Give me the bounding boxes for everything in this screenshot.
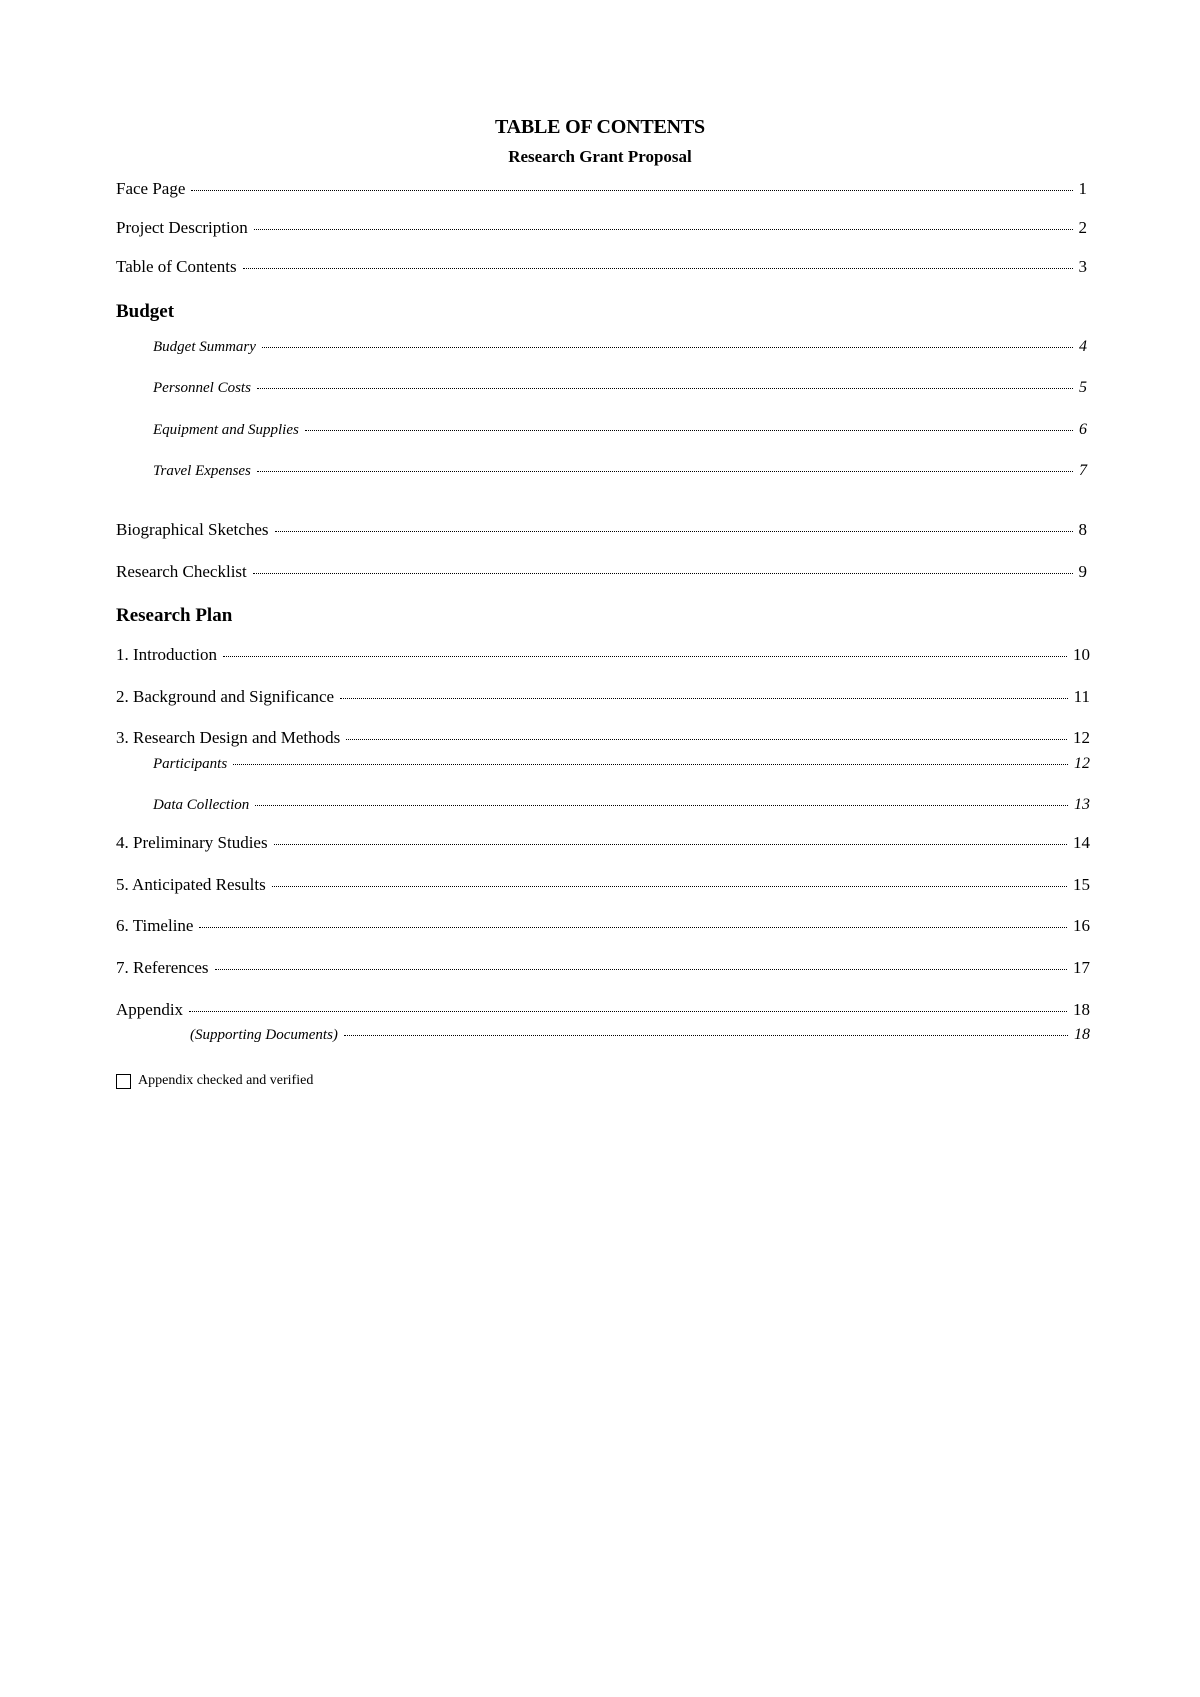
dot-leader xyxy=(344,1035,1068,1036)
toc-page-number: 9 xyxy=(1078,562,1087,581)
toc-page-number: 1 xyxy=(1078,179,1087,198)
toc-page-number: 8 xyxy=(1078,520,1087,539)
toc-entry-supporting-documents[interactable] xyxy=(190,1024,1090,1046)
toc-entry-background-and-significance[interactable] xyxy=(116,686,1090,708)
dot-leader xyxy=(305,430,1073,431)
appendix-verified-checkbox-row[interactable] xyxy=(116,1072,313,1090)
page-subtitle: Research Grant Proposal xyxy=(508,147,692,166)
toc-page-number: 2 xyxy=(1078,218,1087,237)
toc-entry-travel-expenses[interactable] xyxy=(153,460,1087,482)
toc-page-number: 6 xyxy=(1079,421,1087,438)
toc-entry-label: 6. Timeline xyxy=(116,916,194,935)
toc-entry-budget-summary[interactable] xyxy=(153,336,1087,358)
toc-page-number: 7 xyxy=(1079,462,1087,479)
toc-entry-references[interactable] xyxy=(116,957,1090,979)
toc-entry-introduction[interactable] xyxy=(116,644,1090,666)
dot-leader xyxy=(257,388,1073,389)
toc-entry-label: Project Description xyxy=(116,218,248,237)
checkbox-label: Appendix checked and verified xyxy=(138,1073,314,1088)
toc-page-number: 5 xyxy=(1079,379,1087,396)
toc-entry-face-page[interactable] xyxy=(116,178,1087,200)
toc-entry-label: Table of Contents xyxy=(116,257,237,276)
toc-entry-label: 3. Research Design and Methods xyxy=(116,728,341,747)
dot-leader xyxy=(191,190,1072,191)
dot-leader xyxy=(257,471,1073,472)
toc-page-number: 10 xyxy=(1073,645,1090,664)
toc-entry-data-collection[interactable] xyxy=(153,794,1090,816)
dot-leader xyxy=(223,656,1067,657)
toc-entry-label: Personnel Costs xyxy=(153,380,251,396)
page-title: TABLE OF CONTENTS xyxy=(495,116,705,138)
toc-entry-label: Face Page xyxy=(116,179,186,198)
dot-leader xyxy=(215,969,1067,970)
toc-entry-label: 5. Anticipated Results xyxy=(116,875,266,894)
toc-entry-table-of-contents[interactable] xyxy=(116,256,1087,278)
dot-leader xyxy=(275,531,1073,532)
toc-entry-appendix[interactable] xyxy=(116,999,1090,1021)
toc-entry-project-description[interactable] xyxy=(116,217,1087,239)
toc-entry-label: 7. References xyxy=(116,958,209,977)
toc-entry-research-checklist[interactable] xyxy=(116,561,1087,583)
dot-leader xyxy=(340,698,1068,699)
toc-entry-equipment-and-supplies[interactable] xyxy=(153,419,1087,441)
toc-entry-label: Research Checklist xyxy=(116,562,247,581)
dot-leader xyxy=(243,268,1073,269)
toc-entry-label: 1. Introduction xyxy=(116,645,218,664)
dot-leader xyxy=(272,886,1067,887)
dot-leader xyxy=(346,739,1067,740)
toc-entry-label: 4. Preliminary Studies xyxy=(116,833,268,852)
toc-entry-preliminary-studies[interactable] xyxy=(116,832,1090,854)
section-heading-research-plan: Research Plan xyxy=(116,605,233,626)
toc-entry-biographical-sketches[interactable] xyxy=(116,519,1087,541)
dot-leader xyxy=(199,927,1067,928)
toc-page-number: 12 xyxy=(1074,755,1090,772)
toc-page-number: 18 xyxy=(1074,1026,1090,1043)
dot-leader xyxy=(233,764,1068,765)
toc-entry-personnel-costs[interactable] xyxy=(153,377,1087,399)
toc-entry-label: Appendix xyxy=(116,1000,184,1019)
toc-page-number: 11 xyxy=(1073,687,1090,706)
section-heading-budget: Budget xyxy=(116,301,175,322)
dot-leader xyxy=(189,1011,1067,1012)
toc-page-number: 4 xyxy=(1079,338,1087,355)
appendix-verified-checkbox[interactable] xyxy=(116,1074,131,1089)
toc-entry-label: Participants xyxy=(153,756,228,772)
toc-entry-label: Equipment and Supplies xyxy=(153,422,299,438)
toc-page-number: 15 xyxy=(1073,875,1090,894)
dot-leader xyxy=(262,347,1073,348)
dot-leader xyxy=(254,229,1073,230)
toc-page-number: 3 xyxy=(1078,257,1087,276)
toc-entry-timeline[interactable] xyxy=(116,915,1090,937)
dot-leader xyxy=(255,805,1068,806)
toc-entry-label: Travel Expenses xyxy=(153,463,251,479)
toc-entry-anticipated-results[interactable] xyxy=(116,874,1090,896)
toc-page-number: 13 xyxy=(1074,796,1090,813)
toc-page-number: 17 xyxy=(1073,958,1090,977)
dot-leader xyxy=(253,573,1073,574)
toc-entry-participants[interactable] xyxy=(153,753,1090,775)
dot-leader xyxy=(274,844,1067,845)
toc-entry-label: 2. Background and Significance xyxy=(116,687,335,706)
toc-page-number: 12 xyxy=(1073,728,1090,747)
toc-entry-label: Biographical Sketches xyxy=(116,520,269,539)
toc-entry-label: Data Collection xyxy=(153,797,250,813)
toc-entry-research-design-and-methods[interactable] xyxy=(116,727,1090,749)
toc-page-number: 18 xyxy=(1073,1000,1090,1019)
toc-entry-label: Budget Summary xyxy=(153,339,256,355)
toc-page-number: 16 xyxy=(1073,916,1090,935)
toc-entry-label: (Supporting Documents) xyxy=(190,1027,338,1043)
toc-page-number: 14 xyxy=(1073,833,1090,852)
